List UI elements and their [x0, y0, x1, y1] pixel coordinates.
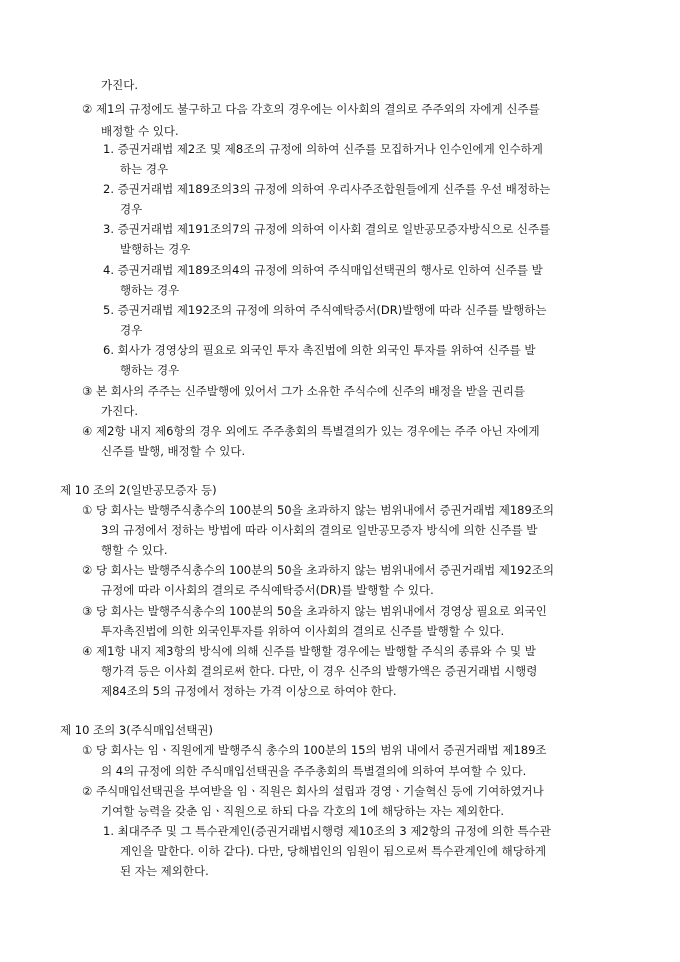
text-line: 하는 경우	[120, 162, 169, 176]
text-line: 제84조의 5의 규정에서 정하는 가격 이상으로 하여야 한다.	[101, 684, 397, 698]
text-line: ④ 제1항 내지 제3항의 방식에 의해 신주를 발행할 경우에는 발행할 주식의 종류와 수 및 발	[82, 644, 536, 658]
text-line: 1. 증권거래법 제2조 및 제8조의 규정에 의하여 신주를 모집하거나 인수인에게 인수하게	[103, 142, 543, 156]
text-line: 경우	[120, 202, 143, 216]
text-line: 행하는 경우	[120, 283, 180, 297]
text-line: 3의 규정에서 정하는 방법에 따라 이사회의 결의로 일반공모증자 방식에 의한 신주를 발	[101, 523, 538, 537]
text-line: ① 당 회사는 발행주식총수의 100분의 50을 초과하지 않는 범위내에서 증권거래법 제189조의	[82, 503, 554, 517]
text-line: 행할 수 있다.	[101, 543, 168, 557]
text-line: 2. 증권거래법 제189조의3의 규정에 의하여 우리사주조합원들에게 신주를 우선 배정하는	[103, 182, 551, 196]
text-line: 3. 증권거래법 제191조의7의 규정에 의하여 이사회 결의로 일반공모증자방식으로 신주를	[103, 222, 551, 236]
text-line: 가진다.	[101, 404, 138, 418]
text-line: ② 당 회사는 발행주식총수의 100분의 50을 초과하지 않는 범위내에서 증권거래법 제192조의	[82, 563, 554, 577]
text-line: 발행하는 경우	[120, 242, 191, 256]
text-line: 1. 최대주주 및 그 특수관계인(증권거래법시행령 제10조의 3 제2항의 규정에 의한 특수관	[103, 824, 551, 838]
text-line: 행가격 등은 이사회 결의로써 한다. 다만, 이 경우 신주의 발행가액은 증권거래법 시행령	[101, 664, 538, 678]
article-heading: 제 10 조의 2(일반공모증자 등)	[60, 483, 217, 497]
text-line: ② 주식매입선택권을 부여받을 임ㆍ직원은 회사의 설립과 경영ㆍ기술혁신 등에 기여하였거나	[82, 784, 544, 798]
text-line: 6. 회사가 경영상의 필요로 외국인 투자 촉진법에 의한 외국인 투자를 위하여 신주를 발	[103, 343, 536, 357]
text-line: 4. 증권거래법 제189조의4의 규정에 의하여 주식매입선택권의 행사로 인하여 신주를 발	[103, 263, 543, 277]
text-line: 계인을 말한다. 이하 같다). 다만, 당해법인의 임원이 됨으로써 특수관계인에 해당하게	[120, 844, 547, 858]
text-line: ③ 당 회사는 발행주식총수의 100분의 50을 초과하지 않는 범위내에서 경영상 필요로 외국인	[82, 604, 547, 618]
text-line: ③ 본 회사의 주주는 신주발행에 있어서 그가 소유한 주식수에 신주의 배정을 받을 권리를	[82, 384, 525, 398]
text-line: 경우	[120, 323, 143, 337]
text-line: 배정할 수 있다.	[101, 124, 179, 138]
text-line: 5. 증권거래법 제192조의 규정에 의하여 주식예탁증서(DR)발행에 따라 신주를 발행하는	[103, 303, 547, 317]
text-line: 행하는 경우	[120, 363, 180, 377]
text-line: 신주를 발행, 배정할 수 있다.	[101, 444, 246, 458]
text-line: 가진다.	[101, 78, 138, 92]
text-line: ② 제1의 규정에도 불구하고 다음 각호의 경우에는 이사회의 결의로 주주외의 자에게 신주를	[82, 102, 540, 116]
text-line: 투자촉진법에 의한 외국인투자를 위하여 이사회의 결의로 신주를 발행할 수 있다.	[101, 624, 505, 638]
text-line: 된 자는 제외한다.	[120, 864, 209, 878]
article-heading: 제 10 조의 3(주식매입선택권)	[60, 723, 213, 737]
text-line: ① 당 회사는 임ㆍ직원에게 발행주식 총수의 100분의 15의 범위 내에서 증권거래법 제189조	[82, 743, 547, 757]
text-line: 기여할 능력을 갖춘 임ㆍ직원으로 하되 다음 각호의 1에 해당하는 자는 제외한다.	[101, 804, 505, 818]
text-line: ④ 제2항 내지 제6항의 경우 외에도 주주총회의 특별결의가 있는 경우에는 주주 아닌 자에게	[82, 424, 540, 438]
text-line: 의 4의 규정에 의한 주식매입선택권을 주주총회의 특별결의에 의하여 부여할 수 있다.	[101, 764, 527, 778]
text-line: 규정에 따라 이사회의 결의로 주식예탁증서(DR)를 발행할 수 있다.	[101, 583, 434, 597]
